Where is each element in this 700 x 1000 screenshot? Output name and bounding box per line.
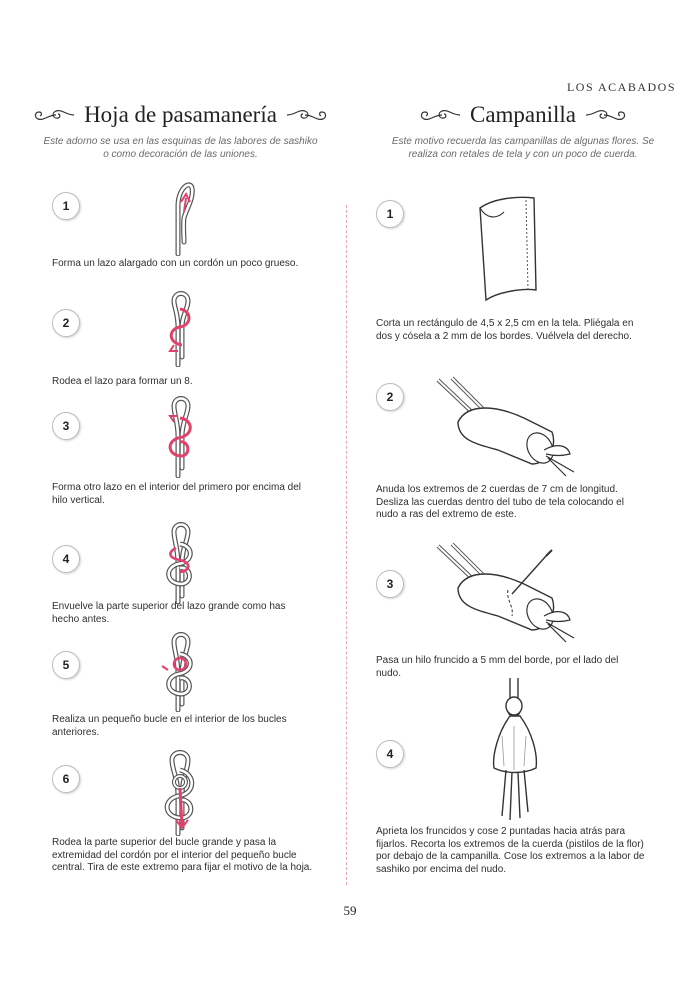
finished-bell-icon <box>480 676 550 822</box>
step-number-badge: 3 <box>52 412 80 440</box>
step-number-badge: 1 <box>52 192 80 220</box>
section-title-hoja: Hoja de pasamanería <box>84 102 277 127</box>
step-text: Aprieta los fruncidos y cose 2 puntadas hacia atrás para fijarlos. Recorta los extremos de la cuerda (pistilos de la flor) por debajo de la campanilla. Cose los extremos a la labor de sashiko por encima del nudo. <box>376 826 645 875</box>
section-intro-campanilla: Este motivo recuerda las campanillas de algunas flores. Se realiza con retales de tela y con un poco de cuerda. <box>391 136 655 160</box>
flourish-left-icon <box>32 106 76 124</box>
knot-step-1-icon <box>150 176 210 256</box>
section-intro-hoja: Este adorno se usa en las esquinas de las labores de sashiko o como decoración de las uniones. <box>43 136 318 160</box>
step-number-badge: 4 <box>52 545 80 573</box>
flourish-right-icon <box>285 106 329 124</box>
step-text: Corta un rectángulo de 4,5 x 2,5 cm en la tela. Pliégala en dos y cósela a 2 mm de los bordes. Vuélvela del derecho. <box>376 318 634 342</box>
page-number: 59 <box>343 903 357 918</box>
title-row-hoja <box>28 95 333 135</box>
section-title-campanilla: Campanilla <box>469 102 577 127</box>
step-number-badge: 2 <box>52 309 80 337</box>
step-text: Forma otro lazo en el interior del primero por encima del hilo vertical. <box>52 482 301 506</box>
gathering-thread-icon <box>428 540 588 646</box>
fabric-tube-icon <box>470 190 560 310</box>
step-text: Rodea la parte superior del bucle grande y pasa la extremidad del cordón por el interior del pequeño bucle central. Tira de este extremo para fijar el motivo de la hoja. <box>52 837 313 873</box>
step-text: Envuelve la parte superior del lazo grande como has hecho antes. <box>52 601 286 625</box>
step-text: Rodea el lazo para formar un 8. <box>52 376 193 387</box>
step-text: Forma un lazo alargado con un cordón un poco grueso. <box>52 258 299 269</box>
running-head: LOS ACABADOS <box>566 80 676 94</box>
step-number-badge: 2 <box>376 383 404 411</box>
knot-step-6-icon <box>146 748 212 836</box>
step-number-badge: 5 <box>52 651 80 679</box>
title-row-campanilla <box>368 95 678 135</box>
knot-step-5-icon <box>146 630 212 712</box>
step-text: Anuda los extremos de 2 cuerdas de 7 cm de longitud. Desliza las cuerdas dentro del tubo de tela colocando el nudo a ras del extremo de este. <box>376 484 624 520</box>
flourish-right-icon <box>584 106 628 124</box>
knot-step-3-icon <box>148 392 212 478</box>
step-number-badge: 6 <box>52 765 80 793</box>
section-hoja-header <box>28 95 333 161</box>
step-text: Pasa un hilo fruncido a 5 mm del borde, por el lado del nudo. <box>376 655 619 679</box>
section-campanilla-header <box>368 95 678 161</box>
knot-step-4-icon <box>146 518 212 604</box>
step-text: Realiza un pequeño bucle en el interior de los bucles anteriores. <box>52 714 287 738</box>
step-number-badge: 3 <box>376 570 404 598</box>
step-number-badge: 1 <box>376 200 404 228</box>
flourish-left-icon <box>418 106 462 124</box>
knot-step-2-icon <box>148 287 212 367</box>
step-number-badge: 4 <box>376 740 404 768</box>
cord-in-tube-icon <box>428 376 588 480</box>
column-divider <box>346 205 347 885</box>
